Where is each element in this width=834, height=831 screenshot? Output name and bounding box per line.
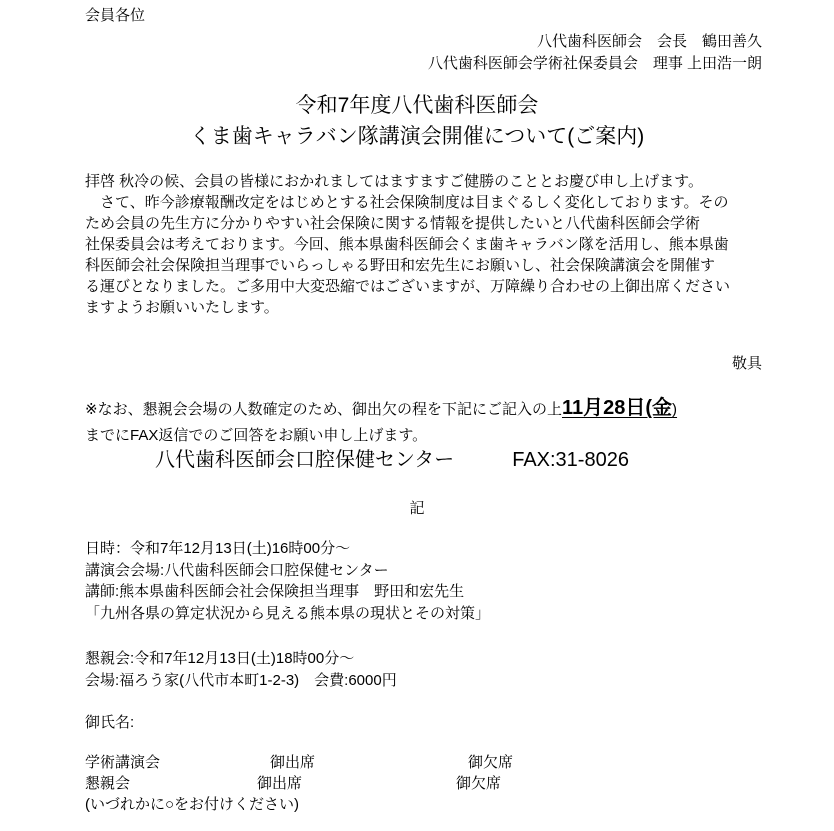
sender-president-line: 八代歯科医師会 会長 鶴田善久 — [536, 33, 762, 50]
venue-name: 八代歯科医師会口腔保健センター — [155, 449, 455, 471]
detail-lecture-title: 「九州各県の算定状況から見える熊本県の現状とその対策」 — [85, 604, 491, 622]
body-line: さて、昨今診療報酬改定をはじめとする社会保険制度は目まぐるしく変化しております。その — [85, 194, 729, 211]
body-line: 科医師会社会保険担当理事でいらっしゃる野田和宏先生にお願いし、社会保険講演会を開催す — [85, 257, 716, 274]
circle-instruction: (いづれかに○をお付けください) — [85, 796, 300, 813]
party-venue-fee: 会場:福ろう家(八代市本町1-2-3) 会費:6000円 — [85, 671, 397, 689]
party-datetime: 懇親会:令和7年12月13日(土)18時00分～ — [85, 650, 355, 667]
fax-deadline-note-line2: までにFAX返信でのご回答をお願い申し上げます。 — [85, 427, 428, 444]
deadline-underlined — [561, 397, 678, 419]
detail-venue: 講演会会場:八代歯科医師会口腔保健センター — [85, 561, 389, 579]
letter-title-line1: 令和7年度八代歯科医師会 — [295, 94, 539, 117]
record-marker: 記 — [409, 500, 425, 517]
letter-title-line2: くま歯キャラバン隊講演会開催について(ご案内) — [189, 125, 645, 148]
attendance-row2-absent-option: 御欠席 — [456, 775, 502, 792]
deadline-paren: ) — [672, 401, 678, 418]
note-prefix: ※なお、懇親会会場の人数確定のため、御出欠の程を下記にご記入の上 — [85, 401, 562, 418]
fax-number: FAX:31-8026 — [512, 449, 629, 471]
body-line: ため会員の先生方に分かりやすい社会保険に関する情報を提供したいと八代歯科医師会学術 — [85, 215, 701, 232]
attendance-row2-label: 懇親会 — [85, 775, 131, 792]
attendance-row1-attend-option: 御出席 — [270, 754, 316, 771]
name-field-label: 御氏名: — [85, 714, 135, 731]
body-line: る運びとなりました。ご多用中大変恐縮ではございますが、万障繰り合わせの上御出席ください — [85, 278, 731, 295]
party-details — [85, 648, 397, 691]
deadline-date: 11月28日(金 — [561, 397, 673, 419]
body-line: 社保委員会は考えております。今回、熊本県歯科医師会くま歯キャラバン隊を活用し、熊本県歯 — [85, 236, 729, 253]
event-details — [85, 538, 490, 624]
attendance-row1-absent-option: 御欠席 — [468, 754, 514, 771]
detail-datetime: 日時：令和7年12月13日(土)16時00分～ — [85, 540, 351, 557]
closing-keigu: 敬具 — [731, 355, 762, 372]
attendance-row1-label: 学術講演会 — [85, 754, 161, 771]
fax-venue-line — [155, 443, 629, 472]
body-line: 拝啓 秋冷の候、会員の皆様におかれましてはますますご健勝のこととお慶び申し上げます。 — [85, 173, 703, 190]
fax-deadline-note-line1 — [85, 391, 677, 420]
letter-title — [0, 90, 834, 152]
body-line: ますようお願いいたします。 — [85, 299, 279, 316]
sender-committee-line: 八代歯科医師会学術社保委員会 理事 上田浩一朗 — [427, 55, 762, 72]
attendance-row2-attend-option: 御出席 — [257, 775, 303, 792]
detail-lecturer: 講師:熊本県歯科医師会社会保険担当理事 野田和宏先生 — [85, 583, 465, 600]
recipient-line: 会員各位 — [85, 7, 146, 24]
body-paragraph — [85, 171, 730, 318]
